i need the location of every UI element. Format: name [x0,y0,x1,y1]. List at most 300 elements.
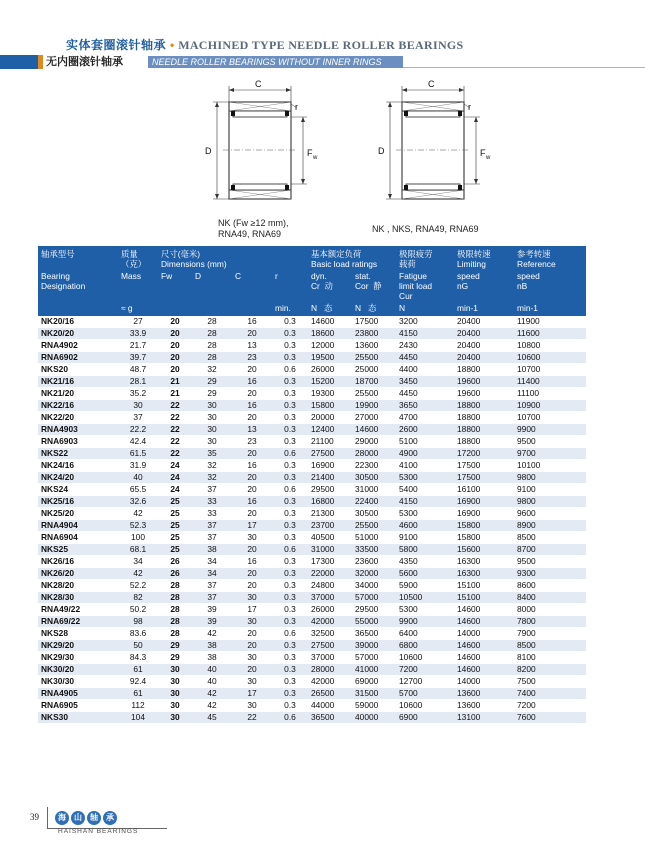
cell-r: 0.3 [272,676,308,688]
cell-designation: NK26/16 [38,556,118,568]
cell-stat-load: 14600 [352,424,396,436]
cell-limit-speed: 15100 [454,580,514,592]
cell-ref-speed: 8900 [514,520,586,532]
cell-stat-load: 27000 [352,412,396,424]
cell-limit-speed: 18800 [454,364,514,376]
cell-d: 37 [192,520,232,532]
th-designation-en1: Bearing [41,271,70,281]
cell-d: 37 [192,592,232,604]
cell-dyn-load: 28000 [308,664,352,676]
table-header [38,246,586,316]
cell-r: 0.3 [272,640,308,652]
cell-ref-speed: 7200 [514,700,586,712]
table-row [38,616,586,628]
cell-r: 0.3 [272,388,308,400]
cell-c: 20 [232,628,272,640]
th-limit-en1: Limiting [457,259,486,269]
cell-r: 0.6 [272,628,308,640]
cell-d: 28 [192,340,232,352]
cell-d: 30 [192,400,232,412]
table-row [38,328,586,340]
cell-d: 35 [192,448,232,460]
cell-mass: 100 [118,532,158,544]
cell-c: 20 [232,364,272,376]
table-row [38,496,586,508]
th-blank-d [192,302,232,316]
th-mass-zh1: 质量 [121,249,138,259]
brand-logo [55,811,117,825]
table-row [38,412,586,424]
cell-dyn-load: 37000 [308,592,352,604]
th-ref-en2: speed [517,271,540,281]
cell-r: 0.3 [272,424,308,436]
section-rule [403,67,645,68]
cell-fatigue-load: 4450 [396,388,454,400]
left-label-d: D [205,146,212,156]
cell-limit-speed: 14600 [454,640,514,652]
cell-designation: NK29/20 [38,640,118,652]
cell-mass: 40 [118,472,158,484]
cell-dyn-load: 14600 [308,316,352,328]
cell-limit-speed: 15800 [454,520,514,532]
cell-r: 0.3 [272,568,308,580]
cell-mass: 98 [118,616,158,628]
cell-ref-speed: 8100 [514,652,586,664]
right-label-fw: F [480,148,486,158]
cell-r: 0.3 [272,352,308,364]
cell-dyn-load: 21100 [308,436,352,448]
th-dims-en: Dimensions (mm) [161,259,227,269]
cell-dyn-load: 27500 [308,448,352,460]
cell-limit-speed: 14600 [454,616,514,628]
cell-designation: NKS25 [38,544,118,556]
cell-fw: 25 [158,544,192,556]
cell-d: 38 [192,652,232,664]
cell-fatigue-load: 10500 [396,592,454,604]
cell-fatigue-load: 5300 [396,604,454,616]
cell-r: 0.3 [272,700,308,712]
cell-r: 0.3 [272,496,308,508]
cell-mass: 48.7 [118,364,158,376]
cell-stat-load: 22400 [352,496,396,508]
th-load-en: Basic load ratings [311,259,378,269]
cell-d: 40 [192,664,232,676]
th-ref [514,246,586,270]
page-title [66,36,464,53]
cell-mass: 52.3 [118,520,158,532]
cell-fw: 28 [158,604,192,616]
cell-stat-load: 39000 [352,640,396,652]
cell-d: 29 [192,376,232,388]
section-bar [0,55,645,69]
th-stat-sym: Cor [355,281,369,291]
cell-ref-speed: 9800 [514,496,586,508]
cell-stat-load: 41000 [352,664,396,676]
cell-d: 28 [192,352,232,364]
cell-fatigue-load: 3200 [396,316,454,328]
cell-ref-speed: 8200 [514,664,586,676]
cell-designation: NK20/20 [38,328,118,340]
caption-left-2: RNA49, RNA69 [218,229,282,239]
cell-fw: 26 [158,556,192,568]
cell-limit-speed: 18800 [454,400,514,412]
th-designation-en [38,270,118,302]
cell-designation: RNA6902 [38,352,118,364]
cell-stat-load: 25500 [352,352,396,364]
th-limit [454,246,514,270]
cell-mass: 32.6 [118,496,158,508]
cell-d: 40 [192,676,232,688]
table-row [38,628,586,640]
th-designation-en2: Designation [41,281,86,291]
cell-fatigue-load: 7200 [396,664,454,676]
th-dyn-unit-n: N [311,303,318,313]
table-row [38,472,586,484]
cell-mass: 82 [118,592,158,604]
cell-stat-load: 57000 [352,592,396,604]
cell-d: 42 [192,700,232,712]
cell-c: 17 [232,688,272,700]
cell-limit-speed: 13600 [454,700,514,712]
cell-d: 42 [192,628,232,640]
cell-limit-speed: 18800 [454,436,514,448]
left-label-r: r [295,102,298,112]
cell-fw: 28 [158,580,192,592]
cell-r: 0.3 [272,376,308,388]
cell-fw: 21 [158,376,192,388]
cell-dyn-load: 17300 [308,556,352,568]
table-row [38,520,586,532]
cell-dyn-load: 18600 [308,328,352,340]
th-blank-c [232,302,272,316]
th-designation-zh: 轴承型号 [38,246,118,270]
th-dyn-zh: 动 [324,281,333,291]
cell-dyn-load: 36500 [308,712,352,724]
cell-limit-speed: 13100 [454,712,514,724]
cell-mass: 27 [118,316,158,328]
cell-ref-speed: 11600 [514,328,586,340]
cell-designation: NK24/16 [38,460,118,472]
th-stat-unit [352,302,396,316]
th-dyn-unit-tai: 态 [324,303,333,313]
page-footer [0,807,645,847]
title-dot: • [170,38,175,52]
th-blank [38,302,118,316]
th-mass-unit: ≈ g [118,302,158,316]
cell-stat-load: 31000 [352,484,396,496]
cell-stat-load: 18700 [352,376,396,388]
cell-ref-speed: 9800 [514,472,586,484]
cell-ref-speed: 7600 [514,712,586,724]
table-row [38,604,586,616]
page-number: 39 [30,812,39,822]
cell-d: 38 [192,640,232,652]
right-label-c: C [428,79,435,89]
table-row [38,448,586,460]
table-row [38,364,586,376]
cell-c: 20 [232,568,272,580]
table-row [38,544,586,556]
cell-r: 0.3 [272,688,308,700]
cell-stat-load: 55000 [352,616,396,628]
cell-limit-speed: 20400 [454,316,514,328]
cell-d: 33 [192,496,232,508]
cell-fw: 20 [158,328,192,340]
cell-c: 16 [232,496,272,508]
cell-fatigue-load: 5300 [396,472,454,484]
cell-mass: 112 [118,700,158,712]
cell-stat-load: 17500 [352,316,396,328]
cell-mass: 30 [118,400,158,412]
table-row [38,580,586,592]
cell-stat-load: 30500 [352,472,396,484]
cell-fw: 20 [158,364,192,376]
cell-d: 30 [192,412,232,424]
cell-designation: NK25/20 [38,508,118,520]
th-dyn-sym: Cr [311,281,320,291]
cell-d: 32 [192,364,232,376]
cell-fw: 30 [158,688,192,700]
cell-dyn-load: 19300 [308,388,352,400]
cell-stat-load: 51000 [352,532,396,544]
cell-limit-speed: 16900 [454,508,514,520]
cell-designation: NK20/16 [38,316,118,328]
th-load-zh: 基本额定负荷 [311,249,362,259]
cell-fatigue-load: 4900 [396,448,454,460]
th-fatigue-en2: limit load [399,281,433,291]
cell-fatigue-load: 5600 [396,568,454,580]
cell-fatigue-load: 4150 [396,496,454,508]
cell-fatigue-load: 4600 [396,520,454,532]
th-r-unit: min. [272,302,308,316]
cell-ref-speed: 9300 [514,568,586,580]
cell-stat-load: 31500 [352,688,396,700]
cell-fw: 30 [158,700,192,712]
cell-stat-load: 40000 [352,712,396,724]
cell-c: 20 [232,412,272,424]
cell-designation: NK26/20 [38,568,118,580]
cell-fatigue-load: 10600 [396,652,454,664]
cell-mass: 31.9 [118,460,158,472]
cell-ref-speed: 7400 [514,688,586,700]
cell-fatigue-load: 6900 [396,712,454,724]
cell-c: 13 [232,424,272,436]
cell-d: 42 [192,688,232,700]
cell-dyn-load: 26000 [308,364,352,376]
cell-fatigue-load: 9900 [396,616,454,628]
th-ref-unit: min-1 [514,302,586,316]
cell-dyn-load: 22000 [308,568,352,580]
cell-c: 20 [232,484,272,496]
cell-dyn-load: 15800 [308,400,352,412]
cell-limit-speed: 15800 [454,532,514,544]
cell-dyn-load: 12400 [308,424,352,436]
cell-r: 0.3 [272,472,308,484]
th-fatigue-en [396,270,454,302]
cell-fw: 29 [158,652,192,664]
cell-c: 20 [232,640,272,652]
cell-fw: 24 [158,484,192,496]
bearing-table [38,246,586,724]
cell-ref-speed: 10800 [514,340,586,352]
th-stat-label: stat. [355,271,371,281]
cell-fw: 25 [158,520,192,532]
cell-ref-speed: 9700 [514,448,586,460]
cell-designation: NK24/20 [38,472,118,484]
th-mass-zh [118,246,158,270]
th-fatigue-en1: Fatigue [399,271,427,281]
left-label-c: C [255,79,262,89]
cell-dyn-load: 26000 [308,604,352,616]
cell-fw: 22 [158,448,192,460]
cell-designation: NK21/16 [38,376,118,388]
cell-stat-load: 25500 [352,520,396,532]
cell-c: 30 [232,676,272,688]
cell-c: 16 [232,460,272,472]
cell-dyn-load: 21300 [308,508,352,520]
cell-ref-speed: 9500 [514,436,586,448]
cell-ref-speed: 8400 [514,592,586,604]
cell-r: 0.3 [272,508,308,520]
cell-dyn-load: 29500 [308,484,352,496]
cell-r: 0.3 [272,664,308,676]
cell-stat-load: 32000 [352,568,396,580]
cell-designation: NK28/30 [38,592,118,604]
cell-designation: NK22/20 [38,412,118,424]
cell-fatigue-load: 9100 [396,532,454,544]
section-accent-orange [38,55,43,69]
cell-ref-speed: 8700 [514,544,586,556]
th-stat-unit-tai: 态 [368,303,377,313]
cell-c: 20 [232,472,272,484]
cell-limit-speed: 14000 [454,676,514,688]
cell-dyn-load: 42000 [308,616,352,628]
cell-dyn-load: 24800 [308,580,352,592]
th-dyn [308,270,352,302]
diagram-left [195,78,335,218]
cell-r: 0.3 [272,412,308,424]
cell-fatigue-load: 4400 [396,364,454,376]
cell-mass: 37 [118,412,158,424]
cell-designation: NK30/20 [38,664,118,676]
table-row [38,508,586,520]
cell-ref-speed: 8600 [514,580,586,592]
cell-designation: NK29/30 [38,652,118,664]
cell-r: 0.3 [272,652,308,664]
cell-ref-speed: 7900 [514,628,586,640]
table-row [38,688,586,700]
table-row [38,676,586,688]
cell-ref-speed: 8000 [514,604,586,616]
th-mass-zh2: （克） [121,259,147,269]
cell-limit-speed: 20400 [454,340,514,352]
cell-fatigue-load: 2430 [396,340,454,352]
cell-dyn-load: 40500 [308,532,352,544]
cell-mass: 42 [118,508,158,520]
cell-ref-speed: 10600 [514,352,586,364]
cell-r: 0.3 [272,616,308,628]
left-label-fw: F [307,148,313,158]
table-row [38,388,586,400]
cell-fw: 28 [158,616,192,628]
th-fatigue-unit: N [396,302,454,316]
cell-fw: 25 [158,496,192,508]
cell-mass: 35.2 [118,388,158,400]
cell-fw: 28 [158,628,192,640]
cell-fatigue-load: 5700 [396,688,454,700]
th-limit-unit: min-1 [454,302,514,316]
th-load [308,246,396,270]
cell-d: 37 [192,580,232,592]
spec-table [38,246,586,724]
table-row [38,712,586,724]
cell-r: 0.6 [272,484,308,496]
cell-d: 38 [192,544,232,556]
th-dyn-unit [308,302,352,316]
cell-ref-speed: 11400 [514,376,586,388]
cell-mass: 33.9 [118,328,158,340]
cell-r: 0.6 [272,544,308,556]
cell-stat-load: 34000 [352,580,396,592]
cell-dyn-load: 44000 [308,700,352,712]
cell-dyn-load: 31000 [308,544,352,556]
cell-c: 16 [232,376,272,388]
cell-dyn-load: 32500 [308,628,352,640]
cell-designation: NK30/30 [38,676,118,688]
cell-designation: RNA4902 [38,340,118,352]
th-r: r [272,270,308,302]
cell-c: 17 [232,604,272,616]
table-body [38,316,586,724]
cell-mass: 22.2 [118,424,158,436]
cell-stat-load: 29500 [352,604,396,616]
cell-r: 0.3 [272,556,308,568]
cell-r: 0.6 [272,712,308,724]
cell-dyn-load: 27500 [308,640,352,652]
th-blank-fw [158,302,192,316]
cell-dyn-load: 42000 [308,676,352,688]
cell-c: 20 [232,328,272,340]
cell-limit-speed: 16300 [454,568,514,580]
brand-name: HAISHAN BEARINGS [58,828,139,835]
cell-fw: 30 [158,712,192,724]
th-fw: Fw [158,270,192,302]
cell-d: 30 [192,424,232,436]
cell-stat-load: 25000 [352,364,396,376]
table-row [38,400,586,412]
cell-c: 30 [232,592,272,604]
footer-divider [47,807,48,829]
cell-mass: 42.4 [118,436,158,448]
cell-stat-load: 28000 [352,448,396,460]
title-en: MACHINED TYPE NEEDLE ROLLER BEARINGS [178,38,464,52]
cell-mass: 84.3 [118,652,158,664]
table-row [38,484,586,496]
cell-c: 20 [232,388,272,400]
cell-mass: 28.1 [118,376,158,388]
cell-c: 20 [232,448,272,460]
cell-designation: NKS28 [38,628,118,640]
cell-ref-speed: 8500 [514,640,586,652]
cell-mass: 39.7 [118,352,158,364]
cell-limit-speed: 15100 [454,592,514,604]
cell-stat-load: 25500 [352,388,396,400]
cell-ref-speed: 9500 [514,556,586,568]
cell-ref-speed: 7500 [514,676,586,688]
cell-fw: 20 [158,316,192,328]
cell-mass: 83.6 [118,628,158,640]
cell-fatigue-load: 6400 [396,628,454,640]
